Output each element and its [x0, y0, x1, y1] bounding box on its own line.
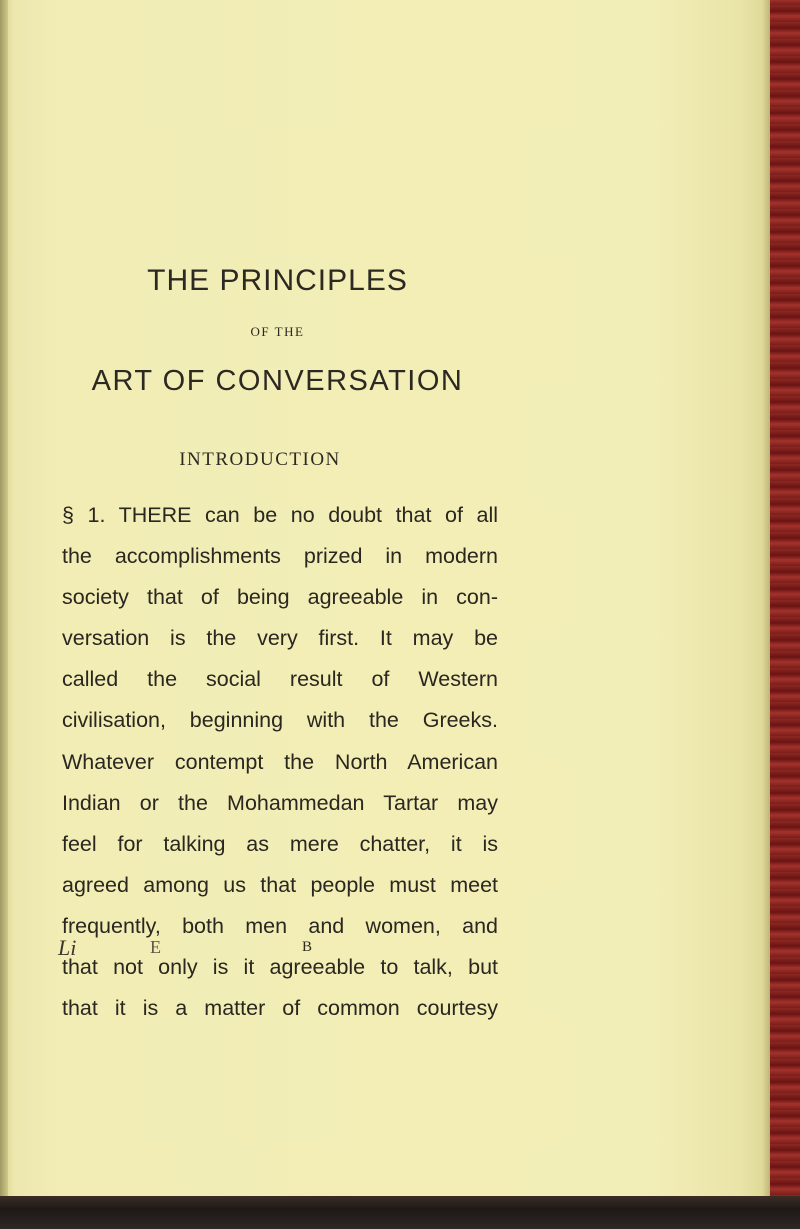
paragraph-line: that it is a matter of common courtesy [62, 996, 498, 1021]
page-bottom-edge [0, 1196, 800, 1229]
section-heading: INTRODUCTION [179, 449, 341, 470]
paragraph-line: versation is the very first. It may be [62, 626, 498, 651]
paragraph-line: Whatever contempt the North American [62, 749, 498, 774]
paragraph-line: agreed among us that people must meet [62, 872, 498, 897]
handwritten-mark: Li [58, 935, 77, 960]
paragraph-line: feel for talking as mere chatter, it is [62, 831, 498, 856]
title-connector: OF THE [250, 324, 305, 339]
paragraph-line: the accomplishments prized in modern [62, 544, 498, 569]
paragraph-line: civilisation, beginning with the Greeks. [62, 708, 498, 733]
book-subtitle: ART OF CONVERSATION [91, 365, 464, 397]
paragraph-line: Indian or the Mohammedan Tartar may [62, 790, 498, 815]
page-footer [58, 935, 518, 971]
paragraph-line: frequently, both men and women, and [62, 913, 498, 938]
book-title: THE PRINCIPLES [147, 264, 408, 297]
footer-ornament: E [150, 937, 161, 957]
paragraph-line: society that of being agreeable in con- [62, 585, 498, 610]
signature-mark: B [302, 939, 314, 955]
paragraph-line: that not only is it agreeable to talk, but [62, 955, 498, 980]
paragraph-line: § 1. THERE can be no doubt that of all [62, 503, 498, 527]
book-binding [770, 0, 800, 1229]
paragraph-line: called the social result of Western [62, 667, 498, 692]
page-left-edge [0, 0, 8, 1200]
